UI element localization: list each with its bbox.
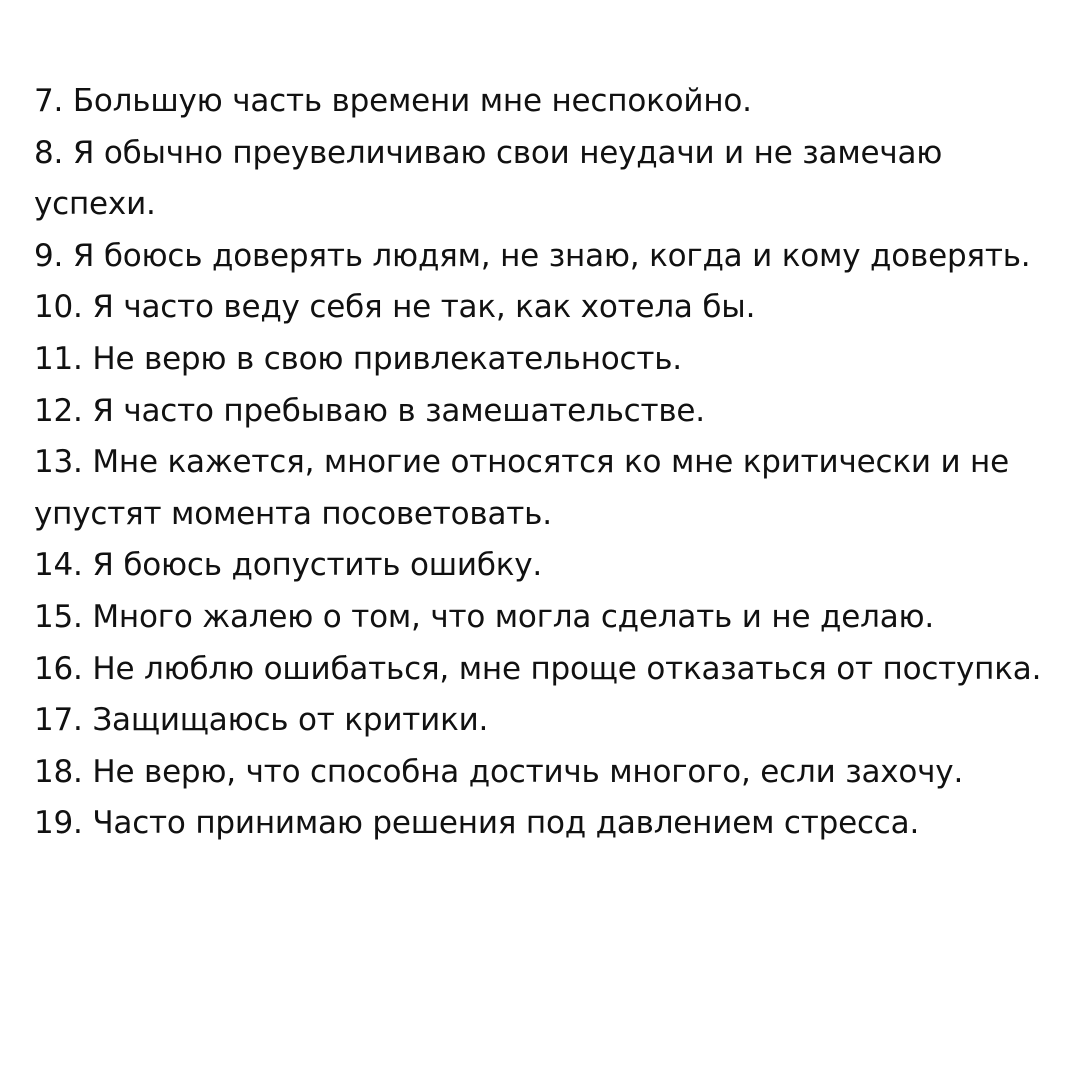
item-text: Я боюсь допустить ошибку. <box>82 547 543 584</box>
list-item <box>34 386 1050 438</box>
list-item <box>34 695 1050 747</box>
list-item <box>34 747 1050 799</box>
list-item <box>34 644 1050 696</box>
list-item <box>34 437 1050 540</box>
item-number: 14. <box>34 547 83 584</box>
item-text: Я боюсь доверять людям, не знаю, когда и кому доверять. <box>63 237 1031 274</box>
questionnaire-list <box>34 76 1050 850</box>
item-number: 9. <box>34 237 64 274</box>
item-text: Не верю в свою привлекательность. <box>82 340 682 377</box>
list-item <box>34 592 1050 644</box>
list-item <box>34 231 1050 283</box>
item-text: Часто принимаю решения под давлением стресса. <box>82 805 920 842</box>
list-item <box>34 128 1050 231</box>
item-text: Я обычно преувеличиваю свои неудачи и не замечаю успехи. <box>34 134 943 223</box>
item-number: 10. <box>34 289 83 326</box>
item-number: 16. <box>34 650 83 687</box>
item-text: Не верю, что способна достичь многого, если захочу. <box>82 753 964 790</box>
item-text: Я часто веду себя не так, как хотела бы. <box>82 289 756 326</box>
item-number: 12. <box>34 392 83 429</box>
item-number: 7. <box>34 83 64 119</box>
list-item <box>34 76 1050 128</box>
item-text: Мне кажется, многие относятся ко мне критически и не упустят момента посоветовать. <box>34 444 1009 532</box>
item-number: 11. <box>34 340 83 377</box>
item-number: 8. <box>34 134 64 171</box>
item-number: 18. <box>34 753 83 790</box>
list-item <box>34 798 1050 850</box>
item-number: 13. <box>34 444 83 481</box>
list-item <box>34 540 1050 592</box>
list-item <box>34 282 1050 334</box>
item-text: Не люблю ошибаться, мне проще отказаться от поступка. <box>82 650 1042 687</box>
item-text: Большую часть времени мне неспокойно. <box>63 83 752 119</box>
item-text: Я часто пребываю в замешательстве. <box>82 392 705 429</box>
list-item <box>34 334 1050 386</box>
item-text: Защищаюсь от критики. <box>82 702 489 739</box>
item-number: 19. <box>34 805 83 842</box>
item-number: 15. <box>34 598 83 635</box>
item-number: 17. <box>34 702 83 739</box>
item-text: Много жалею о том, что могла сделать и не делаю. <box>82 598 935 635</box>
